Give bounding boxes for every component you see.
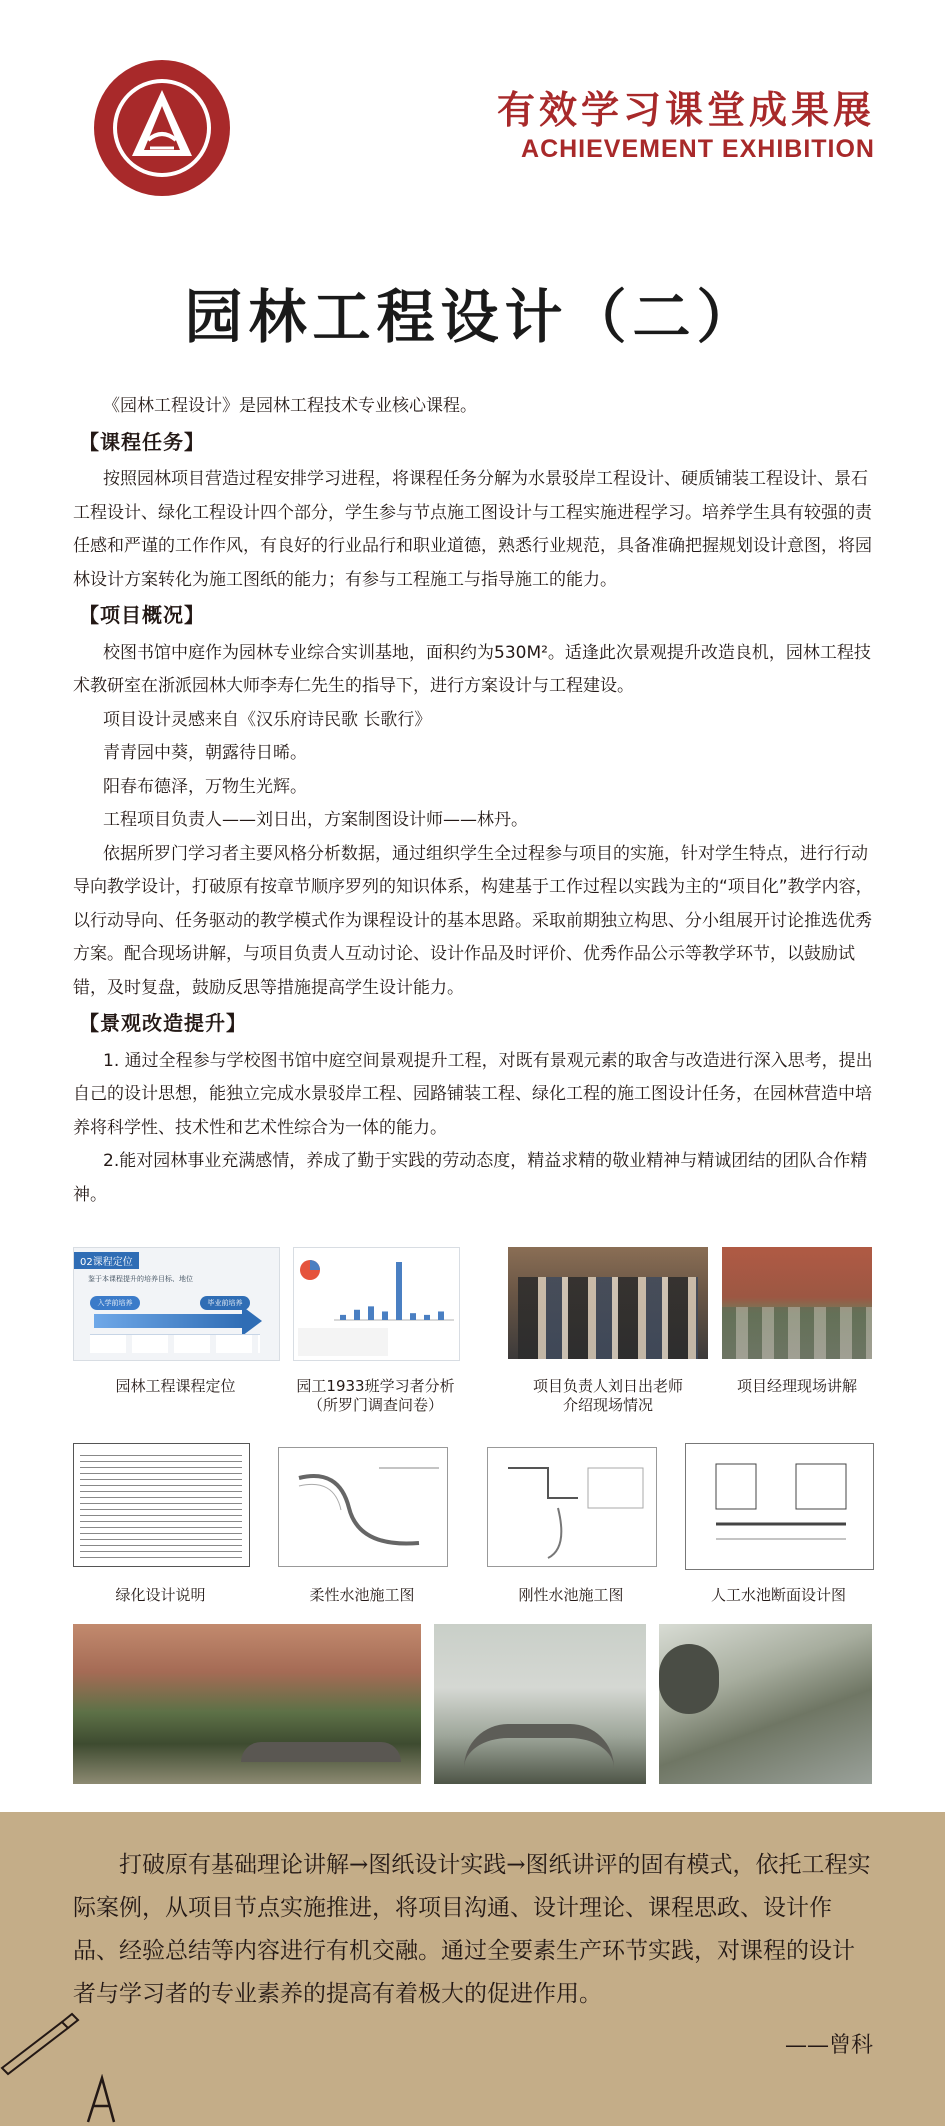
caption-site-explanation: 项目经理现场讲解	[736, 1377, 857, 1395]
poem-line-1: 青青园中葵，朝露待日晞。	[103, 743, 307, 763]
site-introduction-photo	[508, 1247, 708, 1359]
flexible-pool-sketch	[279, 1448, 447, 1566]
flexible-pool-drawing	[278, 1447, 448, 1567]
upgrade-paragraph-1: 1. 通过全程参与学校图书馆中庭空间景观提升工程，对既有景观元素的取舍与改造进行深入思考，提出自己的设计思想，能独立完成水景驳岸工程、园路铺装工程、绿化工程的施工图设计任务，在园林营造中培养将科学性、技术性和艺术性综合为一体的能力。	[73, 1050, 873, 1138]
project-paragraph-6: 依据所罗门学习者主要风格分析数据，通过组织学生全过程参与项目的实施，针对学生特点，进行行动导向教学设计，打破原有按章节顺序罗列的知识体系，构建基于工作过程以实践为主的“项目化”教学内容，以行动导向、任务驱动的教学模式作为课程设计的基本思路。采取前期独立构思、分小组展开讨论推选优秀方案。配合现场讲解，与项目负责人互动讨论、设计作品及时评价、优秀作品公示等教学环节，以鼓励试错，及时复盘，鼓励反思等措施提高学生设计能力。	[73, 843, 873, 998]
photo-people	[518, 1277, 698, 1359]
chart-bar	[382, 1311, 388, 1320]
pool-section-sketch	[686, 1444, 873, 1569]
chart-bar	[368, 1306, 374, 1320]
slide-chip-2: 毕业前培养	[200, 1296, 250, 1310]
poem-line-2: 阳春布德泽，万物生光辉。	[103, 776, 307, 797]
caption-planting-notes: 绿化设计说明	[115, 1586, 206, 1604]
slide-tag: 02课程定位	[74, 1252, 139, 1269]
site-explanation-photo	[722, 1247, 872, 1359]
photo-rocks	[659, 1644, 719, 1714]
exhibition-header	[497, 88, 875, 166]
drawing-lines	[80, 1450, 242, 1558]
footer-signature: ——曾科	[784, 2033, 873, 2058]
misty-bridge-photo	[434, 1624, 646, 1784]
caption-learner-analysis	[283, 1377, 468, 1415]
photo-bridge	[241, 1742, 401, 1762]
chart-bar	[396, 1262, 402, 1320]
letter-a-icon	[82, 2074, 122, 2124]
caption-flexible-pool: 柔性水池施工图	[309, 1586, 415, 1604]
courtyard-garden-photo	[73, 1624, 421, 1784]
caption-site-introduction	[505, 1377, 711, 1415]
artificial-pool-section-drawing	[685, 1443, 874, 1570]
course-positioning-slide	[73, 1247, 280, 1361]
slide-chip-1: 入学前培养	[90, 1296, 140, 1310]
photo-garden	[722, 1307, 872, 1359]
chart-bar	[424, 1315, 430, 1320]
chart-bar	[340, 1315, 346, 1320]
caption-pool-section: 人工水池断面设计图	[710, 1586, 846, 1604]
exhibition-title-en: ACHIEVEMENT EXHIBITION	[521, 135, 875, 163]
caption-course-positioning: 园林工程课程定位	[115, 1377, 236, 1395]
photo-arch-bridge	[464, 1724, 614, 1768]
pie-slice	[310, 1260, 320, 1270]
rigid-pool-sketch	[488, 1448, 656, 1566]
project-paragraph-2: 项目设计灵感来自《汉乐府诗民歌 长歌行》	[103, 709, 432, 730]
learner-analysis-chart	[293, 1247, 460, 1361]
college-logo	[92, 58, 232, 198]
chart-bar	[354, 1310, 360, 1320]
caption-rigid-pool: 刚性水池施工图	[518, 1586, 624, 1604]
upgrade-paragraph-2: 2.能对园林事业充满感情，养成了勤于实践的劳动态度，精益求精的敬业精神与精诚团结的团队合作精神。	[73, 1151, 868, 1205]
caption-learner-analysis-text: 园工1933班学习者分析 （所罗门调查问卷）	[296, 1377, 455, 1414]
misty-pond-photo	[659, 1624, 872, 1784]
planting-notes-drawing	[73, 1443, 250, 1567]
intro-paragraph: 《园林工程设计》是园林工程技术专业核心课程。	[103, 396, 477, 416]
text-block	[298, 1328, 388, 1356]
project-paragraph-5: 工程项目负责人——刘日出，方案制图设计师——林丹。	[103, 810, 528, 830]
section-heading-task: 【课程任务】	[79, 429, 205, 454]
page-title: 园林工程设计（二）	[184, 283, 761, 351]
task-paragraph: 按照园林项目营造过程安排学习进程，将课程任务分解为水景驳岸工程设计、硬质铺装工程设计、景石工程设计、绿化工程设计四个部分，学生参与节点施工图设计与工程实施进程学习。培养学生具有较强的责任感和严谨的工作作风，有良好的行业品行和职业道德，熟悉行业规范，具备准确把握规划设计意图，将园林设计方案转化为施工图纸的能力；有参与工程施工与指导施工的能力。	[73, 469, 872, 590]
section-heading-project: 【项目概况】	[79, 603, 205, 627]
slide-arrow	[94, 1314, 244, 1328]
exhibition-title-cn: 有效学习课堂成果展	[496, 88, 875, 132]
pen-icon	[0, 2002, 90, 2082]
article-body	[73, 390, 873, 1212]
caption-site-introduction-text: 项目负责人刘日出老师 介绍现场情况	[532, 1377, 683, 1414]
slide-arrow-head	[242, 1306, 262, 1336]
section-heading-upgrade: 【景观改造提升】	[79, 1011, 247, 1035]
footer-quote-panel	[0, 1812, 945, 2126]
footer-quote: 打破原有基础理论讲解→图纸设计实践→图纸讲评的固有模式，依托工程实际案例，从项目节点实施推进，将项目沟通、设计理论、课程思政、设计作品、经验总结等内容进行有机交融。通过全要素生产环节实践，对课程的设计者与学习者的专业素养的提高有着极大的促进作用。	[73, 1852, 871, 2007]
learner-bar-chart	[294, 1248, 459, 1360]
rigid-pool-drawing	[487, 1447, 657, 1567]
slide-text: 鉴于本课程提升的培养目标、地位	[88, 1275, 193, 1283]
slide-boxes	[90, 1334, 260, 1353]
project-paragraph-1: 校图书馆中庭作为园林专业综合实训基地，面积约为530M²。适逢此次景观提升改造良机，园林工程技术教研室在浙派园林大师李寿仁先生的指导下，进行方案设计与工程建设。	[73, 642, 871, 696]
chart-bar	[438, 1311, 444, 1320]
chart-bar	[410, 1313, 416, 1320]
